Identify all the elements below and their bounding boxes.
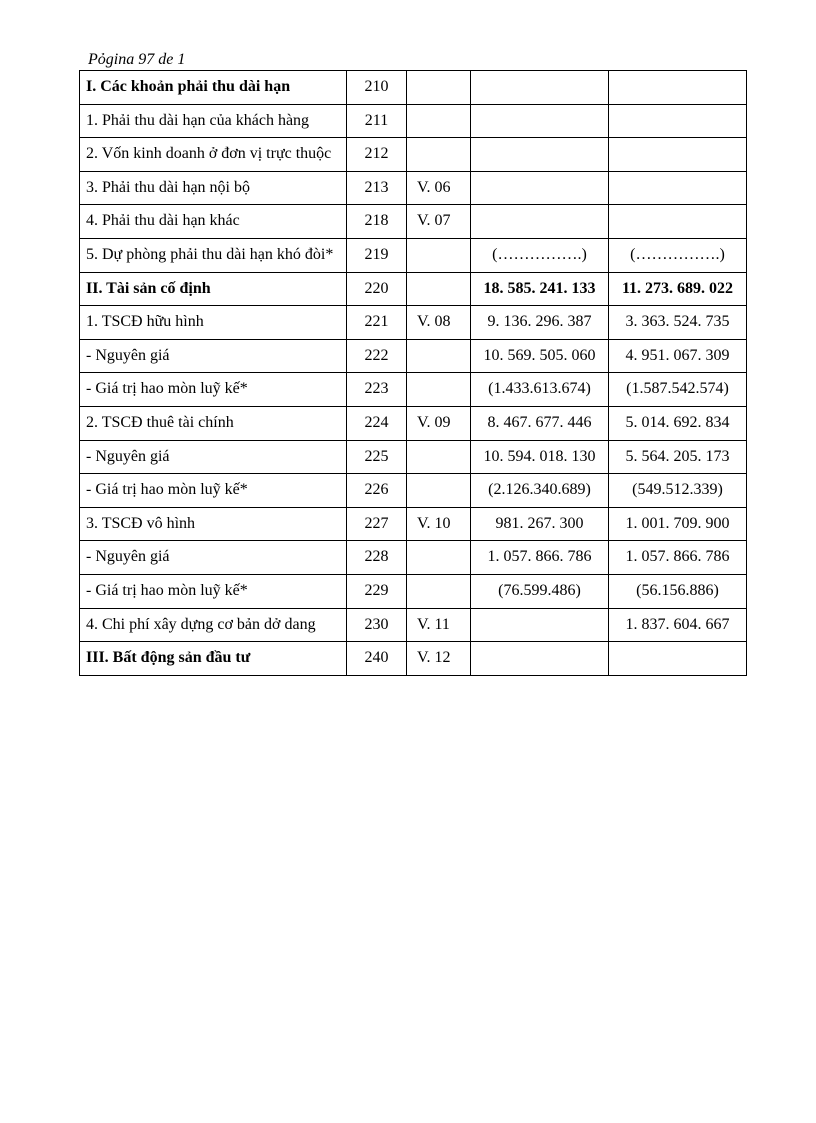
item-label: II. Tài sản cố định [80,272,347,306]
previous-amount: (549.512.339) [609,474,747,508]
item-code: 218 [347,205,407,239]
previous-amount: (1.587.542.574) [609,373,747,407]
item-note [407,440,471,474]
item-code: 213 [347,171,407,205]
item-code: 224 [347,406,407,440]
item-note [407,474,471,508]
table-row [80,373,747,407]
previous-amount: 1. 001. 709. 900 [609,507,747,541]
item-label: 3. TSCĐ vô hình [80,507,347,541]
previous-amount: 11. 273. 689. 022 [609,272,747,306]
current-amount: 10. 569. 505. 060 [471,339,609,373]
item-note: V. 12 [407,642,471,676]
item-code: 240 [347,642,407,676]
current-amount: 981. 267. 300 [471,507,609,541]
current-amount [471,138,609,172]
previous-amount: (…………….) [609,238,747,272]
previous-amount: 4. 951. 067. 309 [609,339,747,373]
current-amount [471,104,609,138]
table-row [80,440,747,474]
balance-sheet-table [79,70,747,676]
table-row [80,272,747,306]
item-note [407,541,471,575]
previous-amount: (56.156.886) [609,574,747,608]
item-label: - Giá trị hao mòn luỹ kế* [80,474,347,508]
item-label: 4. Phải thu dài hạn khác [80,205,347,239]
previous-amount [609,138,747,172]
item-label: - Giá trị hao mòn luỹ kế* [80,574,347,608]
current-amount: (2.126.340.689) [471,474,609,508]
item-code: 222 [347,339,407,373]
previous-amount: 1. 837. 604. 667 [609,608,747,642]
previous-amount [609,171,747,205]
current-amount: (…………….) [471,238,609,272]
previous-amount: 1. 057. 866. 786 [609,541,747,575]
previous-amount: 3. 363. 524. 735 [609,306,747,340]
item-label: 1. Phải thu dài hạn của khách hàng [80,104,347,138]
item-code: 219 [347,238,407,272]
current-amount: 18. 585. 241. 133 [471,272,609,306]
item-code: 230 [347,608,407,642]
table-row [80,138,747,172]
current-amount: (76.599.486) [471,574,609,608]
item-code: 212 [347,138,407,172]
table-row [80,574,747,608]
current-amount: 10. 594. 018. 130 [471,440,609,474]
current-amount [471,608,609,642]
item-note: V. 11 [407,608,471,642]
table-row [80,171,747,205]
table-row [80,474,747,508]
current-amount: 9. 136. 296. 387 [471,306,609,340]
item-note: V. 07 [407,205,471,239]
item-label: 4. Chi phí xây dựng cơ bản dở dang [80,608,347,642]
previous-amount: 5. 564. 205. 173 [609,440,747,474]
table-row [80,238,747,272]
previous-amount [609,205,747,239]
item-note [407,104,471,138]
current-amount: (1.433.613.674) [471,373,609,407]
item-label: III. Bất động sản đầu tư [80,642,347,676]
item-label: 1. TSCĐ hữu hình [80,306,347,340]
item-code: 220 [347,272,407,306]
item-note [407,373,471,407]
item-note [407,138,471,172]
item-code: 210 [347,71,407,105]
table-row [80,339,747,373]
item-note: V. 09 [407,406,471,440]
table-row [80,406,747,440]
balance-sheet-body [80,71,747,676]
page-number-header: Pỏgina 97 de 1 [88,51,186,68]
table-row [80,205,747,239]
item-note [407,272,471,306]
current-amount [471,71,609,105]
table-row [80,71,747,105]
table-row [80,608,747,642]
item-code: 221 [347,306,407,340]
table-row [80,541,747,575]
previous-amount: 5. 014. 692. 834 [609,406,747,440]
item-code: 223 [347,373,407,407]
table-row [80,507,747,541]
item-note [407,574,471,608]
table-row [80,642,747,676]
item-note [407,71,471,105]
current-amount [471,642,609,676]
item-label: I. Các khoản phải thu dài hạn [80,71,347,105]
item-note: V. 06 [407,171,471,205]
item-note: V. 10 [407,507,471,541]
item-code: 225 [347,440,407,474]
previous-amount [609,71,747,105]
item-code: 211 [347,104,407,138]
current-amount: 1. 057. 866. 786 [471,541,609,575]
item-note [407,339,471,373]
item-label: 2. TSCĐ thuê tài chính [80,406,347,440]
previous-amount [609,104,747,138]
item-label: 3. Phải thu dài hạn nội bộ [80,171,347,205]
item-label: - Nguyên giá [80,440,347,474]
current-amount [471,205,609,239]
item-label: 2. Vốn kinh doanh ở đơn vị trực thuộc [80,138,347,172]
item-code: 226 [347,474,407,508]
item-code: 229 [347,574,407,608]
current-amount: 8. 467. 677. 446 [471,406,609,440]
item-label: - Giá trị hao mòn luỹ kế* [80,373,347,407]
item-code: 227 [347,507,407,541]
item-code: 228 [347,541,407,575]
previous-amount [609,642,747,676]
current-amount [471,171,609,205]
item-label: - Nguyên giá [80,339,347,373]
table-row [80,104,747,138]
table-row [80,306,747,340]
item-label: - Nguyên giá [80,541,347,575]
item-note: V. 08 [407,306,471,340]
item-note [407,238,471,272]
item-label: 5. Dự phòng phải thu dài hạn khó đòi* [80,238,347,272]
